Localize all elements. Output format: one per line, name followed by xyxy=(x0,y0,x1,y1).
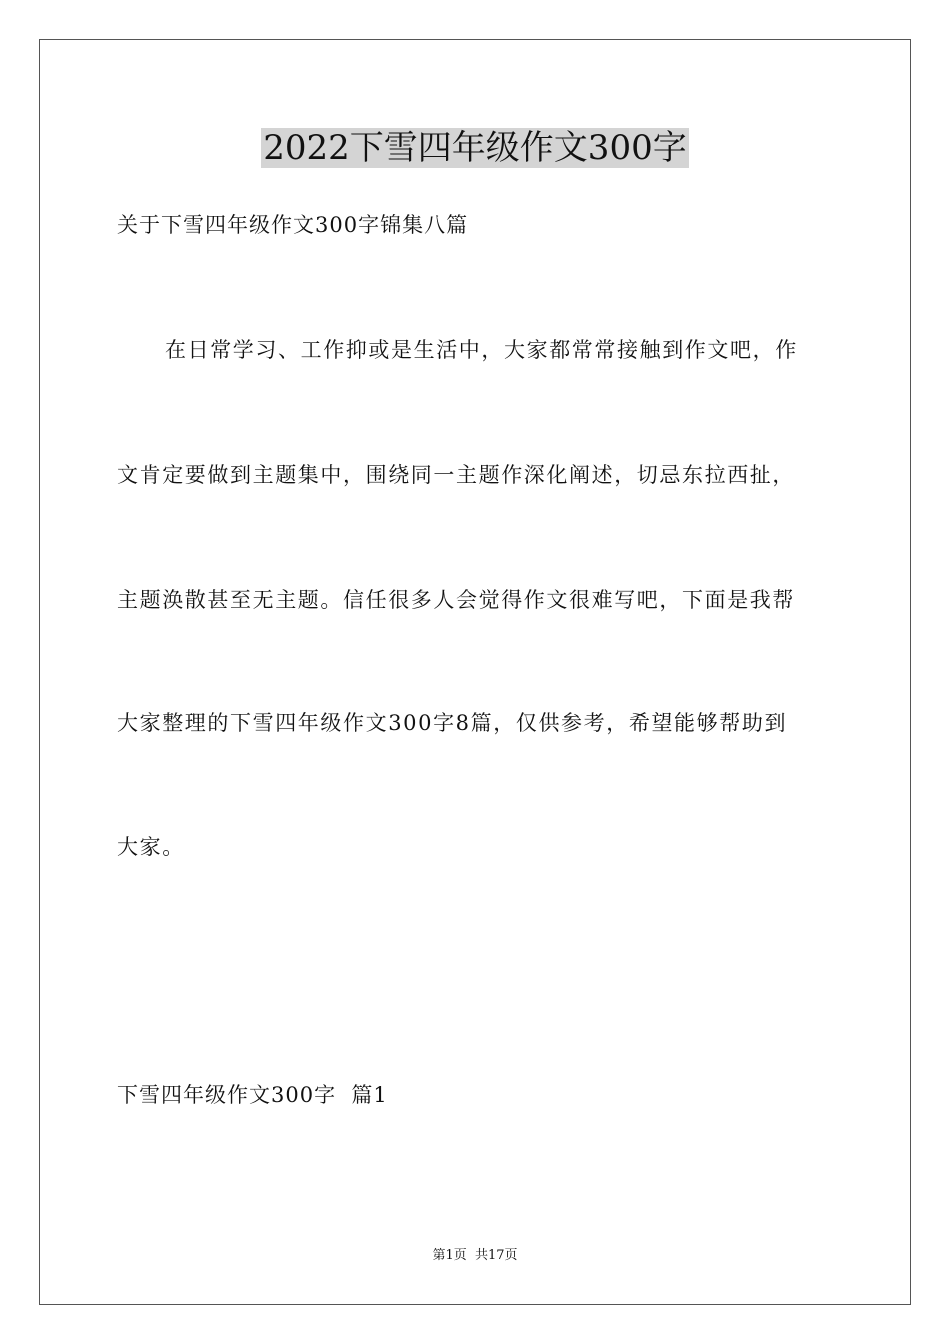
document-title xyxy=(0,126,950,170)
document-title-text: 2022下雪四年级作文300字 xyxy=(263,128,687,168)
intro-line-3: 主题涣散甚至无主题。信任很多人会觉得作文很难写吧，下面是我帮 xyxy=(117,588,795,612)
section-heading: 下雪四年级作文300字 篇1 xyxy=(117,1083,388,1107)
page-footer: 第1页 共17页 xyxy=(432,1248,518,1263)
intro-line-4: 大家整理的下雪四年级作文300字8篇，仅供参考，希望能够帮助到 xyxy=(117,711,788,735)
intro-line-2: 文肯定要做到主题集中，围绕同一主题作深化阐述，切忌东拉西扯， xyxy=(117,463,795,487)
document-subtitle: 关于下雪四年级作文300字锦集八篇 xyxy=(117,213,469,237)
intro-line-1: 在日常学习、工作抑或是生活中，大家都常常接触到作文吧，作 xyxy=(165,338,798,362)
intro-line-5: 大家。 xyxy=(117,835,185,859)
